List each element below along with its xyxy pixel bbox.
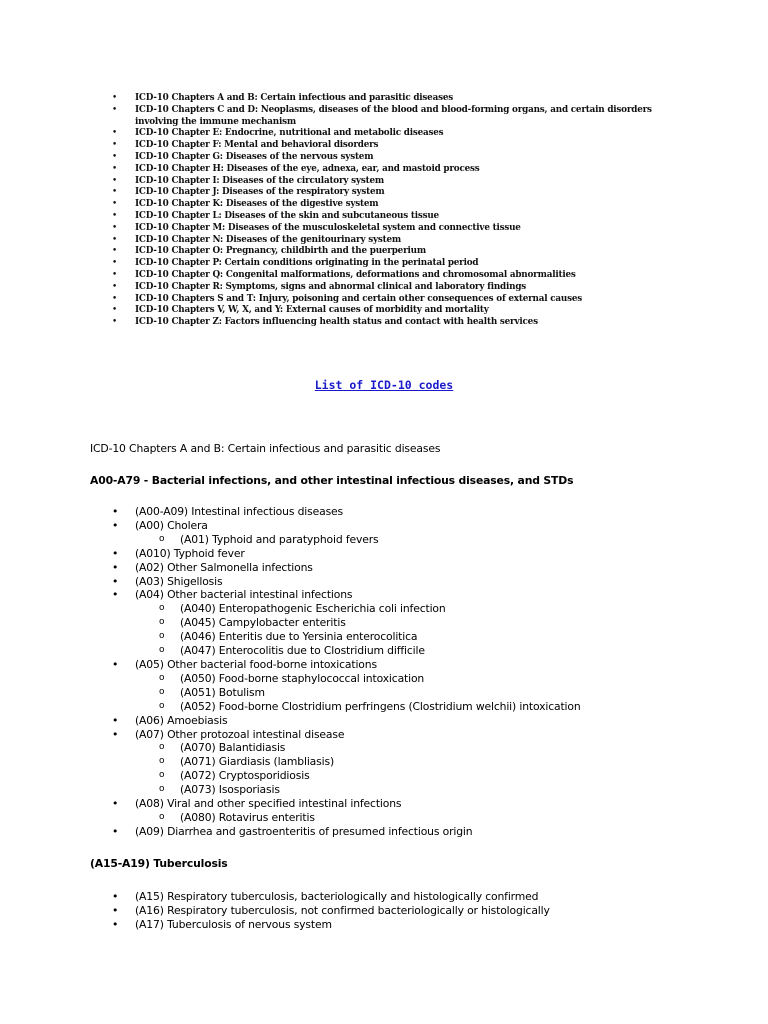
code-list xyxy=(110,890,550,932)
list-item: • (A05) Other bacterial food-borne intoxications xyxy=(110,658,581,672)
list-item: • (A08) Viral and other specified intestinal infections xyxy=(110,797,581,811)
list-item: • (A03) Shigellosis xyxy=(110,575,581,589)
list-item: • (A17) Tuberculosis of nervous system xyxy=(110,918,550,932)
list-item: o (A01) Typhoid and paratyphoid fevers xyxy=(110,533,581,547)
list-item: o (A052) Food-borne Clostridium perfringens (Clostridium welchii) intoxication xyxy=(110,700,581,714)
chapter-item[interactable]: • ICD-10 Chapter L: Diseases of the skin and subcutaneous tissue xyxy=(110,211,680,223)
chapter-item[interactable]: • ICD-10 Chapter K: Diseases of the digestive system xyxy=(110,199,680,211)
list-item: o (A073) Isosporiasis xyxy=(110,783,581,797)
list-item: o (A047) Enterocolitis due to Clostridium difficile xyxy=(110,644,581,658)
chapter-item[interactable]: • ICD-10 Chapter J: Diseases of the respiratory system xyxy=(110,187,680,199)
list-item: • (A00) Cholera xyxy=(110,519,581,533)
list-item: o (A040) Enteropathogenic Escherichia coli infection xyxy=(110,602,581,616)
list-item: • (A00-A09) Intestinal infectious diseases xyxy=(110,505,581,519)
chapter-item[interactable]: • ICD-10 Chapters A and B: Certain infectious and parasitic diseases xyxy=(110,93,680,105)
list-item: • (A16) Respiratory tuberculosis, not confirmed bacteriologically or histologically xyxy=(110,904,550,918)
list-item: • (A07) Other protozoal intestinal disease xyxy=(110,728,581,742)
list-item: o (A050) Food-borne staphylococcal intoxication xyxy=(110,672,581,686)
chapter-item[interactable]: • ICD-10 Chapter F: Mental and behavioral disorders xyxy=(110,140,680,152)
chapter-item[interactable]: • ICD-10 Chapter M: Diseases of the musculoskeletal system and connective tissue xyxy=(110,223,680,235)
list-item: o (A070) Balantidiasis xyxy=(110,741,581,755)
code-list xyxy=(110,505,581,839)
subsection-title: (A15-A19) Tuberculosis xyxy=(90,857,228,870)
list-of-codes-link[interactable]: List of ICD-10 codes xyxy=(314,378,454,392)
chapter-item[interactable]: • ICD-10 Chapter R: Symptoms, signs and abnormal clinical and laboratory findings xyxy=(110,282,680,294)
chapter-item[interactable]: • ICD-10 Chapters V, W, X, and Y: External causes of morbidity and mortality xyxy=(110,305,680,317)
chapter-item[interactable]: • ICD-10 Chapter H: Diseases of the eye, adnexa, ear, and mastoid process xyxy=(110,164,680,176)
list-item: o (A071) Giardiasis (lambliasis) xyxy=(110,755,581,769)
list-item: o (A051) Botulism xyxy=(110,686,581,700)
chapter-item[interactable]: • ICD-10 Chapter Q: Congenital malformations, deformations and chromosomal abnormalities xyxy=(110,270,680,282)
chapter-item[interactable]: • ICD-10 Chapters C and D: Neoplasms, diseases of the blood and blood-forming organs, and certain disorders involving the immune mechanism xyxy=(110,105,680,129)
list-item: • (A02) Other Salmonella infections xyxy=(110,561,581,575)
list-item: • (A010) Typhoid fever xyxy=(110,547,581,561)
subsection-title: A00-A79 - Bacterial infections, and other intestinal infectious diseases, and STDs xyxy=(90,474,574,487)
list-item: • (A04) Other bacterial intestinal infections xyxy=(110,588,581,602)
list-item: • (A15) Respiratory tuberculosis, bacteriologically and histologically confirmed xyxy=(110,890,550,904)
list-item: o (A045) Campylobacter enteritis xyxy=(110,616,581,630)
list-item: o (A046) Enteritis due to Yersinia enterocolitica xyxy=(110,630,581,644)
list-item: • (A09) Diarrhea and gastroenteritis of presumed infectious origin xyxy=(110,825,581,839)
section-title: ICD-10 Chapters A and B: Certain infectious and parasitic diseases xyxy=(90,442,441,455)
chapter-list xyxy=(110,93,680,329)
chapter-item[interactable]: • ICD-10 Chapters S and T: Injury, poisoning and certain other consequences of external causes xyxy=(110,294,680,306)
list-item: o (A080) Rotavirus enteritis xyxy=(110,811,581,825)
chapter-item[interactable]: • ICD-10 Chapter Z: Factors influencing health status and contact with health services xyxy=(110,317,680,329)
chapter-item[interactable]: • ICD-10 Chapter N: Diseases of the genitourinary system xyxy=(110,235,680,247)
chapter-item[interactable]: • ICD-10 Chapter I: Diseases of the circulatory system xyxy=(110,176,680,188)
list-item: o (A072) Cryptosporidiosis xyxy=(110,769,581,783)
list-item: • (A06) Amoebiasis xyxy=(110,714,581,728)
chapter-item[interactable]: • ICD-10 Chapter G: Diseases of the nervous system xyxy=(110,152,680,164)
chapter-item[interactable]: • ICD-10 Chapter E: Endocrine, nutritional and metabolic diseases xyxy=(110,128,680,140)
chapter-item[interactable]: • ICD-10 Chapter O: Pregnancy, childbirth and the puerperium xyxy=(110,246,680,258)
chapter-item[interactable]: • ICD-10 Chapter P: Certain conditions originating in the perinatal period xyxy=(110,258,680,270)
